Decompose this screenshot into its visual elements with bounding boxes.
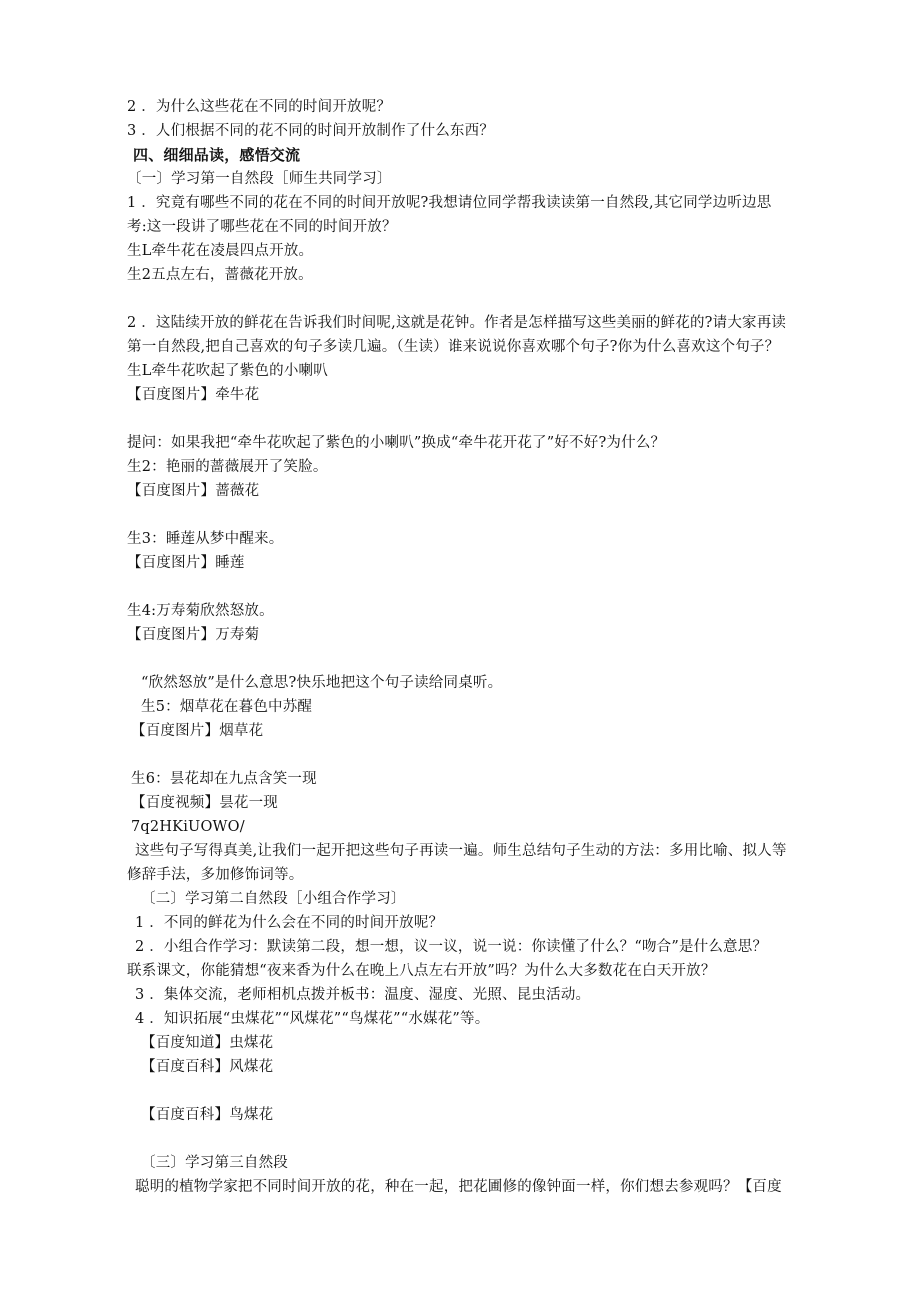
list-item: 1 ．不同的鲜花为什么会在不同的时间开放呢？ <box>135 915 444 931</box>
section-heading-4: 四、细细品读，感悟交流 <box>133 146 301 164</box>
student-answer: 生5：烟草花在暮色中苏醒 <box>141 699 313 715</box>
subsection-3-heading: 〔三〕学习第三自然段 <box>141 1155 288 1171</box>
paragraph-line: 1 ．究竟有哪些不同的花在不同的时间开放呢?我想请位同学帮我读读第一自然段,其它同学边听边思 <box>127 195 772 211</box>
question-2: 2 ．为什么这些花在不同的时间开放呢？ <box>127 99 392 115</box>
list-item: 4 ．知识拓展“虫煤花”“风煤花”“鸟煤花”“水媒花”等。 <box>135 1011 490 1027</box>
question-line: “欣然怒放”是什么意思?快乐地把这个句子读给同桌听。 <box>141 675 503 691</box>
resource-link: 【百度百科】鸟煤花 <box>141 1107 274 1123</box>
paragraph-line: 第一自然段,把自己喜欢的句子多读几遍。（生读）谁来说说你喜欢哪个句子?你为什么喜欢这个句子？ <box>127 339 780 355</box>
list-item: 3 ．集体交流，老师相机点拨并板书：温度、湿度、光照、昆虫活动。 <box>135 987 591 1003</box>
paragraph-line: 考:这一段讲了哪些花在不同的时间开放？ <box>127 219 397 235</box>
resource-link: 【百度图片】万寿菊 <box>127 627 260 643</box>
student-answer: 生6：昙花却在九点含笑一现 <box>131 771 317 787</box>
resource-link: 【百度百科】风煤花 <box>141 1059 274 1075</box>
student-answer: 生4:万寿菊欣然怒放。 <box>127 603 274 619</box>
resource-link: 【百度图片】烟草花 <box>131 723 264 739</box>
paragraph-line: 修辞手法，多加修饰词等。 <box>127 867 304 883</box>
student-answer: 生L牵牛花吹起了紫色的小喇叭 <box>127 363 328 379</box>
subsection-1-heading: 〔一〕学习第一自然段［师生共同学习〕 <box>127 171 392 187</box>
paragraph-line: 联系课文，你能猜想“夜来香为什么在晚上八点左右开放”吗？为什么大多数花在白天开放？ <box>127 963 716 979</box>
resource-link: 【百度视频】昙花一现 <box>131 795 278 811</box>
resource-link: 【百度图片】蔷薇花 <box>127 483 260 499</box>
resource-link: 【百度知道】虫煤花 <box>141 1035 274 1051</box>
url-fragment: 7q2HKiUOWO/ <box>131 819 245 835</box>
resource-link: 【百度图片】牵牛花 <box>127 387 260 403</box>
question-line: 提问：如果我把“牵牛花吹起了紫色的小喇叭”换成“牵牛花开花了”好不好?为什么？ <box>127 435 666 451</box>
student-answer: 生3：睡莲从梦中醒来。 <box>127 531 284 547</box>
paragraph-line: 这些句子写得真美,让我们一起开把这些句子再读一遍。师生总结句子生动的方法：多用比喻、拟人等 <box>135 843 787 859</box>
subsection-2-heading: 〔二〕学习第二自然段［小组合作学习〕 <box>141 891 406 907</box>
paragraph-line: 聪明的植物学家把不同时间开放的花，种在一起，把花圃修的像钟面一样，你们想去参观吗？【百度 <box>135 1179 782 1195</box>
question-3: 3 ．人们根据不同的花不同的时间开放制作了什么东西？ <box>127 123 495 139</box>
paragraph-line: 2 ．这陆续开放的鲜花在告诉我们时间呢,这就是花钟。作者是怎样描写这些美丽的鲜花的?请大家再读 <box>127 315 787 331</box>
student-answer: 生L牵牛花在凌晨四点开放。 <box>127 243 314 259</box>
student-answer: 生2：艳丽的蔷薇展开了笑脸。 <box>127 459 328 475</box>
resource-link: 【百度图片】睡莲 <box>127 555 245 571</box>
student-answer: 生2五点左右，蔷薇花开放。 <box>127 267 313 283</box>
list-item: 2 ．小组合作学习：默读第二段，想一想，议一议，说一说：你读懂了什么？“吻合”是什么意思？ <box>135 939 768 955</box>
